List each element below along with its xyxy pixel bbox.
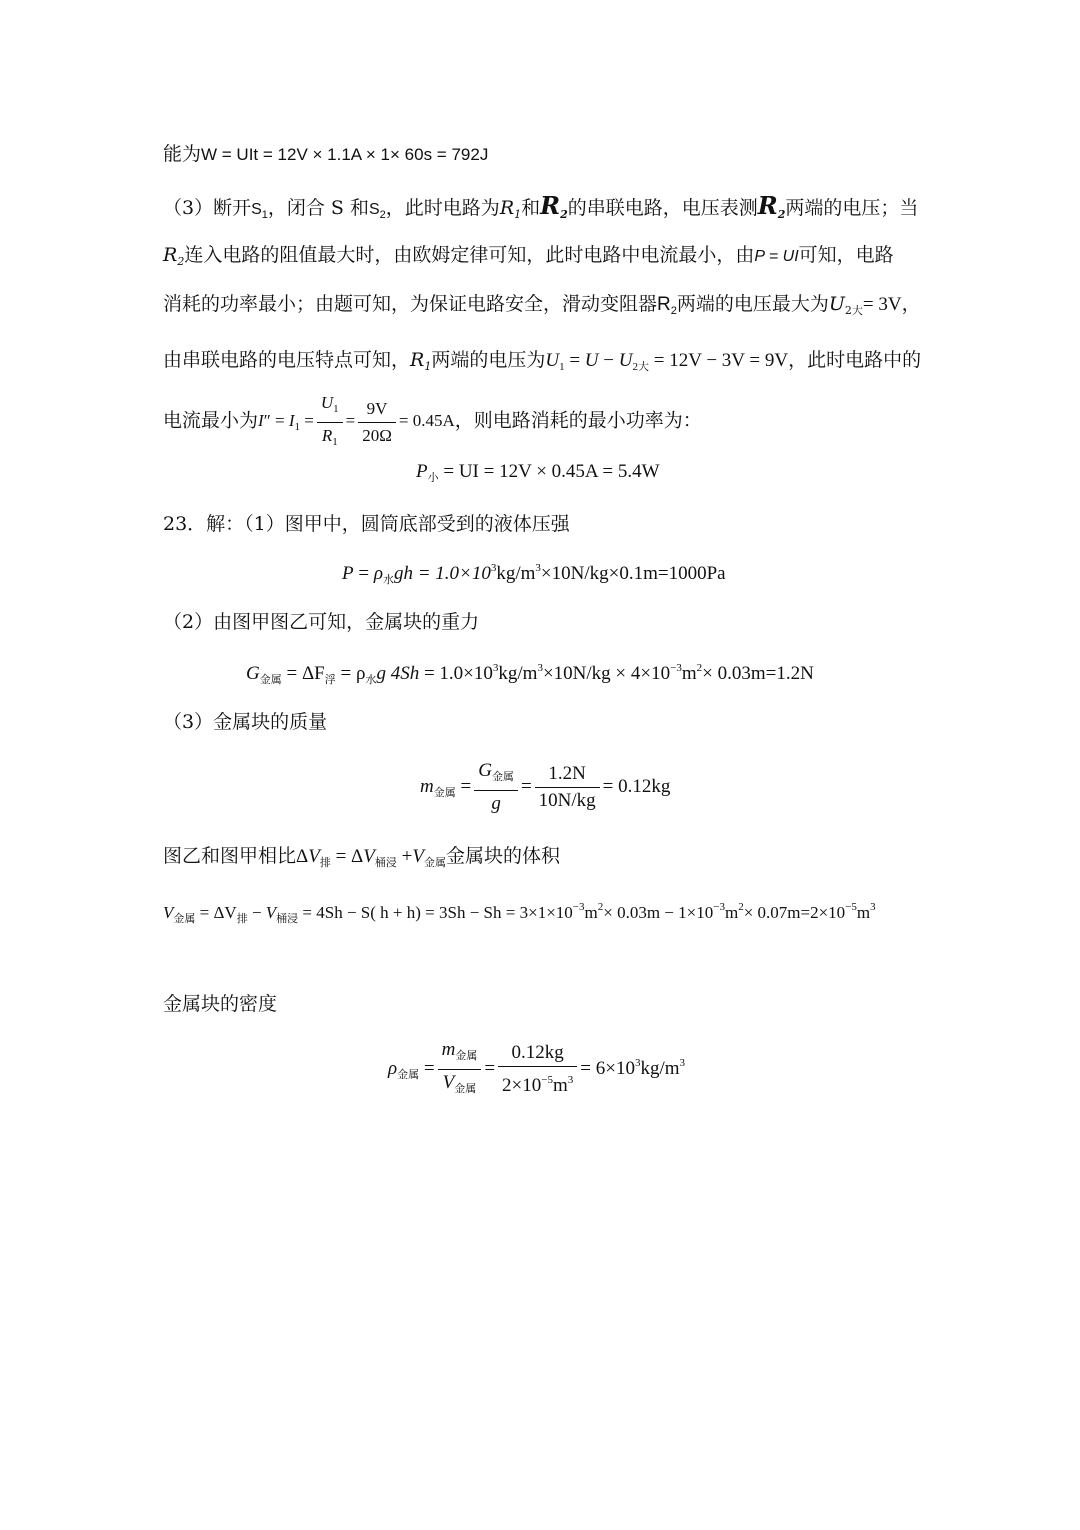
text: 和 <box>521 197 541 219</box>
equation-delta-V: $\Delta V_排 = \Delta V_{桶浸} +V_{金属}$ <box>296 846 446 869</box>
q23-part3 <box>163 708 327 736</box>
equation-gravity: $G_{金属} = \Delta F_浮 = \rho_水g$ $4Sh = 1.0\times 10^3kg/m^3\times 10N/kg \times 4\times 10^{-3}m^2\times 0.03m=1.2N$ <box>246 662 814 686</box>
fraction-mass-values: $\frac{1.2N}{10N/kg}$ <box>535 763 600 812</box>
fraction-G-g: $\frac{G_{金属}}{g}$ <box>474 760 518 815</box>
equation-Imin: $I'' = I_1$ = $\frac{U_1}{R_1}$ = $\frac{9V}{20\Omega}$ = 0.45A <box>258 411 455 430</box>
text: 两端的电压为 <box>431 349 546 371</box>
symbol-S2: $S_2$ <box>369 201 386 221</box>
part3-line5 <box>163 392 702 453</box>
text: 两端的电压；当 <box>785 197 919 219</box>
equation-density: $\rho_{金属}$ = $\frac{m_{金属}}{V_{金属}}$ = $\frac{0.12kg}{2\times 10^{-5}m^3}$ = $6\times 10^3kg/m^3$ <box>388 1036 685 1102</box>
fraction-U1-R1: $\frac{U_1}{R_1}$ <box>317 392 343 453</box>
symbol-R2-bold: R2 <box>757 191 786 221</box>
fraction-9V-20ohm: $\frac{9V}{20\Omega}$ <box>358 398 396 447</box>
sub: 2大 <box>844 304 863 317</box>
q23-part2 <box>163 608 479 636</box>
q23-intro <box>163 510 570 538</box>
text: 电流最小为 <box>163 409 259 432</box>
text: 金属块的密度 <box>163 993 278 1015</box>
equation-U2max: = 3V <box>862 294 902 315</box>
symbol-R2-bold: R2 <box>540 191 568 221</box>
text: 可知，电路 <box>798 244 894 266</box>
energy-line <box>163 140 488 169</box>
fraction-density-values: $\frac{0.12kg}{2\times 10^{-5}m^3}$ <box>498 1042 577 1097</box>
equation-volume: $V_{金属} = \Delta V_排 - V_{桶浸} = 4Sh - S$( $h + h) = 3Sh - Sh = 3\times 1\times 10^{-3}m^2\times 0.03m - 1\times 10^{-3}m^2\times 0.07m=2\times 10^{-5}m^3$ <box>163 901 876 925</box>
q23-compare <box>163 842 560 877</box>
text: 23．解：（1）图甲中，圆筒底部受到的液体压强 <box>163 513 570 535</box>
symbol-S1: $S_1$ <box>251 201 268 221</box>
text: （2）由图甲图乙可知，金属块的重力 <box>163 611 480 633</box>
energy-prefix: 能为 <box>163 143 202 165</box>
energy-formula: W = UIt = 12V × 1.1A × 1× 60s = 792J <box>201 145 489 164</box>
symbol-R1: $R_1$ <box>499 197 522 221</box>
symbol-U2max: U <box>828 293 845 315</box>
equation-U1: $U_1 = U - U_{2大} = 12V - 3V = 9V$ <box>545 350 789 373</box>
text: 图乙和图甲相比 <box>163 845 297 867</box>
text: ，闭合 S 和 <box>267 197 369 219</box>
text: 消耗的功率最小；由题可知，为保证电路安全，滑动变阻器 <box>163 293 658 315</box>
equation-PUI: P = UI <box>754 248 799 265</box>
text: ，则电路消耗的最小功率为： <box>454 409 702 432</box>
part3-line1 <box>163 192 918 229</box>
equation-pressure: $P = \rho_水gh = 1.0\times 10^3kg/m^3\times 10N/kg\times 0.1m=1000Pa$ <box>342 562 726 586</box>
text: （3）断开 <box>163 197 252 219</box>
text: 金属块的体积 <box>445 845 560 867</box>
part3-line3 <box>163 290 921 325</box>
text: 两端的电压最大为 <box>676 293 829 315</box>
text: 的串联电路，电压表测 <box>567 197 758 219</box>
symbol-R2: $R_2$ <box>657 294 677 317</box>
text: 由串联电路的电压特点可知， <box>163 349 411 371</box>
part3-line4 <box>163 346 921 381</box>
fraction-m-V: $\frac{m_{金属}}{V_{金属}}$ <box>438 1039 482 1100</box>
text: ， <box>901 293 921 315</box>
q23-density-label <box>163 990 277 1018</box>
symbol-R2: $R_2$ <box>163 244 185 268</box>
text: （3）金属块的质量 <box>163 711 328 733</box>
text: 连入电路的阻值最大时，由欧姆定律可知，此时电路中电流最小，由 <box>184 244 755 266</box>
part3-line2 <box>163 241 894 276</box>
equation-Pmin: $P_小$ = UI = 12V × 0.45A = 5.4W <box>416 461 660 484</box>
text: ，此时电路中的 <box>788 349 922 371</box>
equation-mass: $m_{金属}$ = $\frac{G_{金属}}{g}$ = $\frac{1.2N}{10N/kg}$ = 0.12kg <box>420 760 671 815</box>
text: ，此时电路为 <box>385 197 500 219</box>
symbol-R1: $R_1$ <box>410 349 432 373</box>
